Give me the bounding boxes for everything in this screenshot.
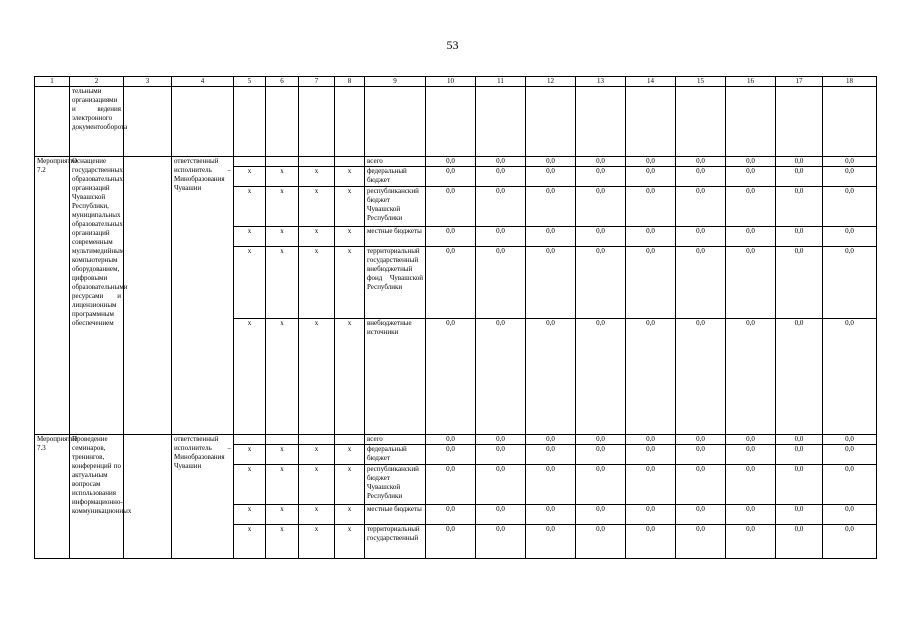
code-cell bbox=[299, 157, 335, 167]
value-cell: 0,0 bbox=[526, 187, 576, 227]
empty-cell bbox=[576, 87, 626, 157]
value-cell: 0,0 bbox=[576, 247, 626, 319]
empty-cell bbox=[124, 435, 172, 559]
value-cell: 0,0 bbox=[726, 247, 776, 319]
value-cell: 0,0 bbox=[426, 465, 476, 505]
value-cell: 0,0 bbox=[526, 167, 576, 187]
value-cell: 0,0 bbox=[726, 167, 776, 187]
code-cell: х bbox=[335, 525, 365, 559]
table-row bbox=[35, 435, 877, 445]
value-cell: 0,0 bbox=[526, 465, 576, 505]
value-cell: 0,0 bbox=[526, 505, 576, 525]
value-cell: 0,0 bbox=[676, 435, 726, 445]
code-cell: х bbox=[266, 525, 299, 559]
column-number: 3 bbox=[124, 77, 172, 87]
code-cell: х bbox=[299, 247, 335, 319]
value-cell: 0,0 bbox=[526, 525, 576, 559]
code-cell: х bbox=[299, 505, 335, 525]
funding-source: местные бюджеты bbox=[365, 227, 426, 247]
value-cell: 0,0 bbox=[776, 157, 823, 167]
code-cell: х bbox=[266, 247, 299, 319]
value-cell: 0,0 bbox=[626, 435, 676, 445]
value-cell: 0,0 bbox=[676, 187, 726, 227]
value-cell: 0,0 bbox=[776, 465, 823, 505]
code-cell: х bbox=[234, 187, 266, 227]
column-number: 18 bbox=[823, 77, 877, 87]
empty-cell bbox=[172, 87, 234, 157]
code-cell: х bbox=[266, 187, 299, 227]
value-cell: 0,0 bbox=[426, 435, 476, 445]
column-number: 12 bbox=[526, 77, 576, 87]
funding-source: республиканский бюджет Чувашской Республики bbox=[365, 187, 426, 227]
code-cell: х bbox=[266, 505, 299, 525]
value-cell: 0,0 bbox=[823, 525, 877, 559]
value-cell: 0,0 bbox=[476, 227, 526, 247]
value-cell: 0,0 bbox=[726, 187, 776, 227]
value-cell: 0,0 bbox=[626, 445, 676, 465]
code-cell: х bbox=[335, 227, 365, 247]
code-cell: х bbox=[266, 319, 299, 435]
code-cell: х bbox=[234, 167, 266, 187]
code-cell bbox=[335, 157, 365, 167]
value-cell: 0,0 bbox=[476, 505, 526, 525]
measure-description: Проведение семинаров, тренингов, конференций по актуальным вопросам использования информационно-коммуникационных bbox=[70, 435, 124, 559]
table-row bbox=[35, 157, 877, 167]
code-cell bbox=[299, 435, 335, 445]
empty-cell bbox=[626, 87, 676, 157]
value-cell: 0,0 bbox=[823, 187, 877, 227]
measure-description: тельными организациями и ведения электронного документооборота bbox=[70, 87, 124, 157]
value-cell: 0,0 bbox=[726, 157, 776, 167]
value-cell: 0,0 bbox=[676, 227, 726, 247]
code-cell: х bbox=[335, 445, 365, 465]
value-cell: 0,0 bbox=[426, 187, 476, 227]
value-cell: 0,0 bbox=[576, 319, 626, 435]
table-body bbox=[35, 77, 877, 559]
value-cell: 0,0 bbox=[823, 247, 877, 319]
value-cell: 0,0 bbox=[476, 445, 526, 465]
code-cell bbox=[234, 157, 266, 167]
measure-description: Оснащение государственных образовательных организаций Чувашской Республики, муниципальных образовательных организаций современным мультимедийным компьютерным оборудованием, цифровыми образовательными ресурсами и лицензионным программным обеспечением bbox=[70, 157, 124, 435]
empty-cell bbox=[823, 87, 877, 157]
value-cell: 0,0 bbox=[476, 465, 526, 505]
value-cell: 0,0 bbox=[776, 435, 823, 445]
value-cell: 0,0 bbox=[823, 465, 877, 505]
measure-label: Мероприятие 7.2 bbox=[35, 157, 70, 435]
budget-table bbox=[34, 76, 877, 559]
value-cell: 0,0 bbox=[726, 319, 776, 435]
column-number: 15 bbox=[676, 77, 726, 87]
column-number: 8 bbox=[335, 77, 365, 87]
value-cell: 0,0 bbox=[626, 525, 676, 559]
code-cell bbox=[266, 435, 299, 445]
value-cell: 0,0 bbox=[476, 167, 526, 187]
value-cell: 0,0 bbox=[676, 319, 726, 435]
value-cell: 0,0 bbox=[776, 227, 823, 247]
value-cell: 0,0 bbox=[476, 187, 526, 227]
funding-source: территориальный государственный внебюджетный фонд Чувашской Республики bbox=[365, 247, 426, 319]
value-cell: 0,0 bbox=[426, 525, 476, 559]
empty-cell bbox=[299, 87, 335, 157]
value-cell: 0,0 bbox=[676, 247, 726, 319]
column-number: 16 bbox=[726, 77, 776, 87]
code-cell: х bbox=[234, 319, 266, 435]
funding-source: федеральный бюджет bbox=[365, 445, 426, 465]
empty-cell bbox=[776, 87, 823, 157]
empty-cell bbox=[234, 87, 266, 157]
value-cell: 0,0 bbox=[576, 525, 626, 559]
value-cell: 0,0 bbox=[776, 319, 823, 435]
value-cell: 0,0 bbox=[726, 435, 776, 445]
code-cell: х bbox=[266, 227, 299, 247]
value-cell: 0,0 bbox=[426, 167, 476, 187]
header-row bbox=[35, 77, 877, 87]
value-cell: 0,0 bbox=[576, 465, 626, 505]
value-cell: 0,0 bbox=[823, 227, 877, 247]
value-cell: 0,0 bbox=[426, 157, 476, 167]
column-number: 14 bbox=[626, 77, 676, 87]
column-number: 11 bbox=[476, 77, 526, 87]
value-cell: 0,0 bbox=[776, 445, 823, 465]
value-cell: 0,0 bbox=[676, 525, 726, 559]
code-cell: х bbox=[234, 227, 266, 247]
funding-source: всего bbox=[365, 435, 426, 445]
empty-cell bbox=[726, 87, 776, 157]
code-cell: х bbox=[299, 187, 335, 227]
funding-source: территориальный государственный bbox=[365, 525, 426, 559]
code-cell: х bbox=[299, 445, 335, 465]
value-cell: 0,0 bbox=[526, 247, 576, 319]
code-cell: х bbox=[335, 505, 365, 525]
code-cell bbox=[234, 435, 266, 445]
code-cell: х bbox=[234, 525, 266, 559]
funding-source: федеральный бюджет bbox=[365, 167, 426, 187]
value-cell: 0,0 bbox=[626, 505, 676, 525]
empty-cell bbox=[124, 157, 172, 435]
value-cell: 0,0 bbox=[726, 505, 776, 525]
funding-source: всего bbox=[365, 157, 426, 167]
value-cell: 0,0 bbox=[676, 465, 726, 505]
code-cell: х bbox=[266, 167, 299, 187]
responsible-executor: ответственный исполнитель – Минобразования Чувашии bbox=[172, 435, 234, 559]
value-cell: 0,0 bbox=[426, 505, 476, 525]
code-cell: х bbox=[335, 187, 365, 227]
value-cell: 0,0 bbox=[776, 505, 823, 525]
column-number: 17 bbox=[776, 77, 823, 87]
value-cell: 0,0 bbox=[676, 505, 726, 525]
value-cell: 0,0 bbox=[526, 157, 576, 167]
empty-cell bbox=[526, 87, 576, 157]
funding-source: внебюджетные источники bbox=[365, 319, 426, 435]
value-cell: 0,0 bbox=[476, 247, 526, 319]
column-number: 10 bbox=[426, 77, 476, 87]
value-cell: 0,0 bbox=[426, 227, 476, 247]
column-number: 1 bbox=[35, 77, 70, 87]
value-cell: 0,0 bbox=[676, 167, 726, 187]
column-number: 4 bbox=[172, 77, 234, 87]
value-cell: 0,0 bbox=[776, 167, 823, 187]
value-cell: 0,0 bbox=[726, 445, 776, 465]
value-cell: 0,0 bbox=[526, 445, 576, 465]
value-cell: 0,0 bbox=[726, 465, 776, 505]
value-cell: 0,0 bbox=[823, 445, 877, 465]
responsible-executor: ответственный исполнитель – Минобразования Чувашии bbox=[172, 157, 234, 435]
value-cell: 0,0 bbox=[726, 227, 776, 247]
code-cell: х bbox=[299, 319, 335, 435]
value-cell: 0,0 bbox=[576, 505, 626, 525]
value-cell: 0,0 bbox=[823, 319, 877, 435]
value-cell: 0,0 bbox=[426, 319, 476, 435]
code-cell: х bbox=[234, 445, 266, 465]
code-cell: х bbox=[299, 167, 335, 187]
empty-cell bbox=[35, 87, 70, 157]
value-cell: 0,0 bbox=[426, 247, 476, 319]
column-number: 6 bbox=[266, 77, 299, 87]
value-cell: 0,0 bbox=[576, 435, 626, 445]
code-cell: х bbox=[234, 505, 266, 525]
code-cell: х bbox=[234, 465, 266, 505]
code-cell: х bbox=[299, 525, 335, 559]
code-cell: х bbox=[299, 227, 335, 247]
funding-source: местные бюджеты bbox=[365, 505, 426, 525]
value-cell: 0,0 bbox=[626, 319, 676, 435]
code-cell: х bbox=[335, 167, 365, 187]
value-cell: 0,0 bbox=[576, 187, 626, 227]
value-cell: 0,0 bbox=[823, 435, 877, 445]
value-cell: 0,0 bbox=[526, 435, 576, 445]
continuation-row bbox=[35, 87, 877, 157]
value-cell: 0,0 bbox=[576, 445, 626, 465]
value-cell: 0,0 bbox=[576, 157, 626, 167]
empty-cell bbox=[476, 87, 526, 157]
value-cell: 0,0 bbox=[626, 167, 676, 187]
funding-source: республиканский бюджет Чувашской Республики bbox=[365, 465, 426, 505]
value-cell: 0,0 bbox=[526, 319, 576, 435]
value-cell: 0,0 bbox=[626, 465, 676, 505]
code-cell: х bbox=[266, 445, 299, 465]
code-cell: х bbox=[335, 247, 365, 319]
column-number: 5 bbox=[234, 77, 266, 87]
code-cell: х bbox=[335, 319, 365, 435]
value-cell: 0,0 bbox=[823, 167, 877, 187]
value-cell: 0,0 bbox=[676, 157, 726, 167]
value-cell: 0,0 bbox=[626, 247, 676, 319]
value-cell: 0,0 bbox=[776, 247, 823, 319]
value-cell: 0,0 bbox=[476, 435, 526, 445]
value-cell: 0,0 bbox=[476, 525, 526, 559]
value-cell: 0,0 bbox=[526, 227, 576, 247]
value-cell: 0,0 bbox=[823, 157, 877, 167]
value-cell: 0,0 bbox=[426, 445, 476, 465]
measure-label: Мероприятие 7.3 bbox=[35, 435, 70, 559]
code-cell: х bbox=[266, 465, 299, 505]
value-cell: 0,0 bbox=[576, 227, 626, 247]
value-cell: 0,0 bbox=[576, 167, 626, 187]
value-cell: 0,0 bbox=[476, 157, 526, 167]
empty-cell bbox=[335, 87, 365, 157]
empty-cell bbox=[426, 87, 476, 157]
value-cell: 0,0 bbox=[823, 505, 877, 525]
page-number: 53 bbox=[446, 38, 459, 52]
column-number: 9 bbox=[365, 77, 426, 87]
code-cell bbox=[335, 435, 365, 445]
value-cell: 0,0 bbox=[726, 525, 776, 559]
value-cell: 0,0 bbox=[776, 187, 823, 227]
value-cell: 0,0 bbox=[626, 187, 676, 227]
empty-cell bbox=[676, 87, 726, 157]
column-number: 2 bbox=[70, 77, 124, 87]
value-cell: 0,0 bbox=[776, 525, 823, 559]
value-cell: 0,0 bbox=[626, 227, 676, 247]
empty-cell bbox=[266, 87, 299, 157]
code-cell: х bbox=[335, 465, 365, 505]
code-cell bbox=[266, 157, 299, 167]
value-cell: 0,0 bbox=[626, 157, 676, 167]
column-number: 13 bbox=[576, 77, 626, 87]
code-cell: х bbox=[234, 247, 266, 319]
code-cell: х bbox=[299, 465, 335, 505]
value-cell: 0,0 bbox=[676, 445, 726, 465]
value-cell: 0,0 bbox=[476, 319, 526, 435]
column-number: 7 bbox=[299, 77, 335, 87]
empty-cell bbox=[124, 87, 172, 157]
empty-cell bbox=[365, 87, 426, 157]
